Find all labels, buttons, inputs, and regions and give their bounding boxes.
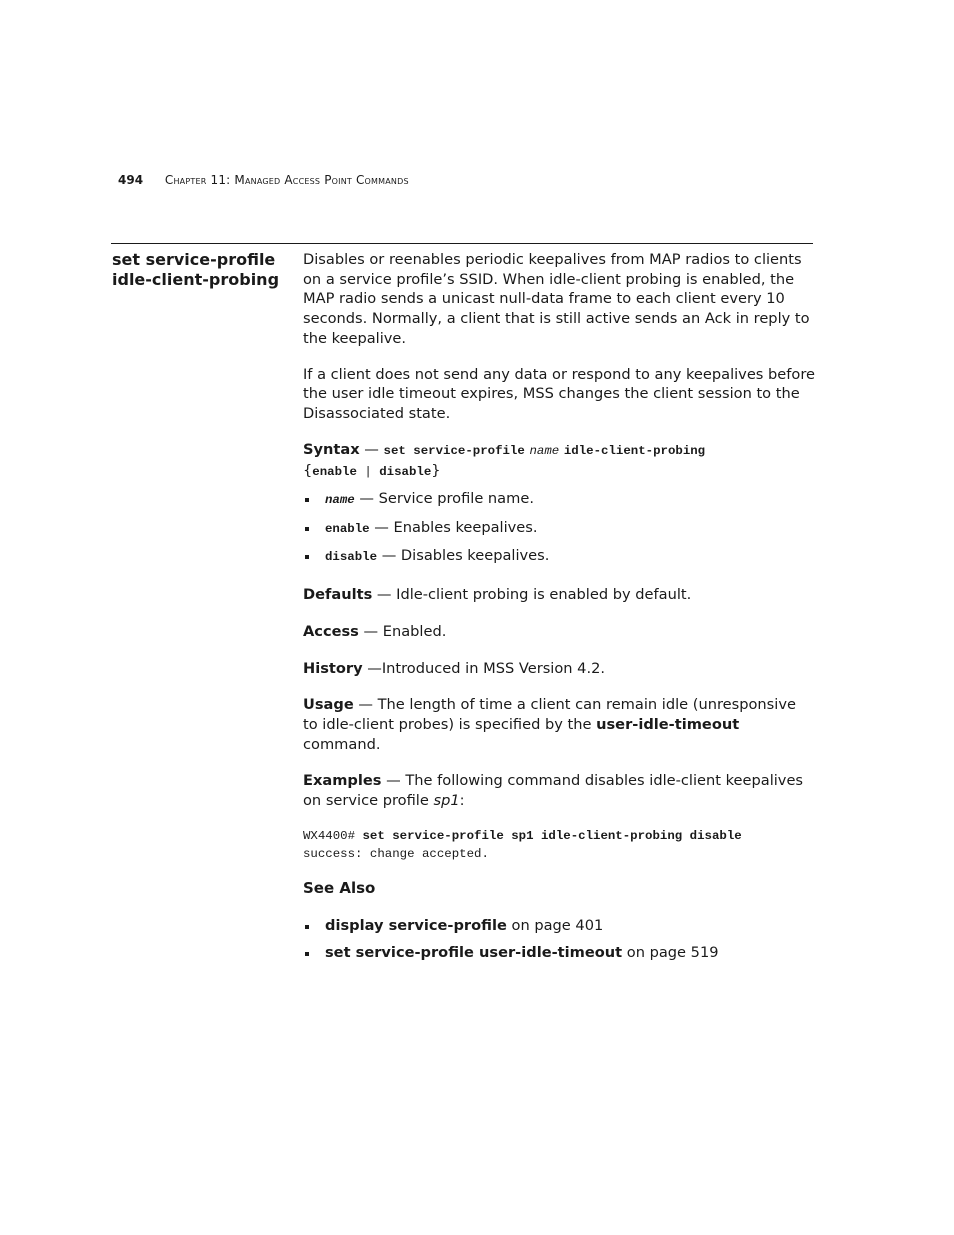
bullet-icon bbox=[305, 925, 309, 929]
command-heading-line1: set service-profile bbox=[112, 250, 276, 269]
command-body bbox=[303, 250, 815, 963]
usage-text-2: command. bbox=[303, 735, 381, 753]
example-prompt: WX4400# bbox=[303, 828, 363, 843]
bullet-icon bbox=[305, 555, 309, 559]
param-term: enable bbox=[325, 521, 370, 536]
list-item bbox=[303, 489, 815, 511]
see-also-page: on page 519 bbox=[622, 944, 719, 962]
examples-text-1: — The following command disables idle-client keepalives on service profile bbox=[303, 772, 804, 810]
bullet-icon bbox=[305, 527, 309, 531]
list-item bbox=[303, 943, 815, 963]
see-also-link[interactable]: display service-profile bbox=[325, 917, 507, 935]
command-heading-line2: idle-client-probing bbox=[112, 270, 280, 289]
defaults-line bbox=[303, 585, 815, 605]
page-number: 494 bbox=[118, 173, 144, 187]
examples-paragraph bbox=[303, 771, 815, 810]
intro-paragraph-2: If a client does not send any data or respond to any keepalives before the user idle timeout expires, MSS changes the client session to the Disassociated state. bbox=[303, 365, 816, 422]
syntax-opt1: enable bbox=[312, 465, 357, 480]
page-header bbox=[118, 172, 409, 188]
examples-text-2: : bbox=[459, 792, 465, 810]
usage-text-1: — The length of time a client can remain idle (unresponsive to idle-client probes) is specified by the bbox=[303, 696, 796, 733]
example-command: set service-profile sp1 idle-client-probing disable bbox=[362, 828, 742, 843]
usage-label: Usage bbox=[303, 696, 354, 714]
list-item bbox=[303, 518, 815, 540]
example-output: success: change accepted. bbox=[303, 846, 489, 861]
bullet-icon bbox=[305, 498, 309, 502]
command-heading bbox=[112, 250, 292, 290]
see-also-title: See Also bbox=[303, 878, 376, 897]
access-text: — Enabled. bbox=[358, 622, 447, 640]
history-label: History bbox=[303, 659, 363, 677]
syntax-brace-open: { bbox=[303, 462, 313, 480]
access-line bbox=[303, 622, 815, 642]
syntax-cmd1: set service-profile bbox=[383, 443, 525, 458]
syntax-arg: name bbox=[529, 443, 560, 458]
param-desc: — Disables keepalives. bbox=[377, 547, 550, 565]
param-desc: — Service profile name. bbox=[354, 490, 534, 508]
syntax-sep: | bbox=[356, 465, 380, 480]
section-rule bbox=[111, 243, 813, 244]
see-also-link[interactable]: set service-profile user-idle-timeout bbox=[325, 944, 623, 962]
syntax-opt2: disable bbox=[379, 465, 432, 480]
access-label: Access bbox=[303, 622, 359, 640]
list-item bbox=[303, 916, 815, 936]
parameter-list bbox=[303, 489, 815, 568]
examples-label: Examples bbox=[303, 772, 382, 790]
examples-arg: sp1 bbox=[433, 792, 460, 810]
syntax-label: Syntax bbox=[303, 440, 360, 458]
example-code-block bbox=[303, 827, 815, 863]
chapter-title: Chapter 11: Managed Access Point Commands bbox=[164, 173, 409, 187]
param-term: name bbox=[325, 493, 355, 508]
history-line bbox=[303, 659, 815, 679]
see-also-page: on page 401 bbox=[506, 917, 604, 935]
param-desc: — Enables keepalives. bbox=[369, 518, 538, 536]
intro-paragraph-1: Disables or reenables periodic keepalives from MAP radios to clients on a service profile’s SSID. When idle-client probing is enabled, the MAP radio sends a unicast null-data frame to each client every 10 seconds. Normally, a client that is still active sends an Ack in reply to the keepalive. bbox=[303, 251, 810, 347]
list-item bbox=[303, 546, 815, 568]
syntax-cmd2: idle-client-probing bbox=[563, 443, 706, 458]
syntax-line bbox=[303, 440, 815, 483]
defaults-label: Defaults bbox=[303, 586, 373, 604]
param-term: disable bbox=[325, 550, 378, 565]
see-also-list bbox=[303, 916, 815, 962]
syntax-brace-close: } bbox=[431, 462, 441, 480]
syntax-dash: — bbox=[359, 440, 384, 458]
history-text: —Introduced in MSS Version 4.2. bbox=[362, 659, 606, 677]
usage-command: user-idle-timeout bbox=[596, 715, 740, 733]
usage-paragraph bbox=[303, 695, 815, 754]
bullet-icon bbox=[305, 952, 309, 956]
defaults-text: — Idle-client probing is enabled by default. bbox=[372, 586, 692, 604]
